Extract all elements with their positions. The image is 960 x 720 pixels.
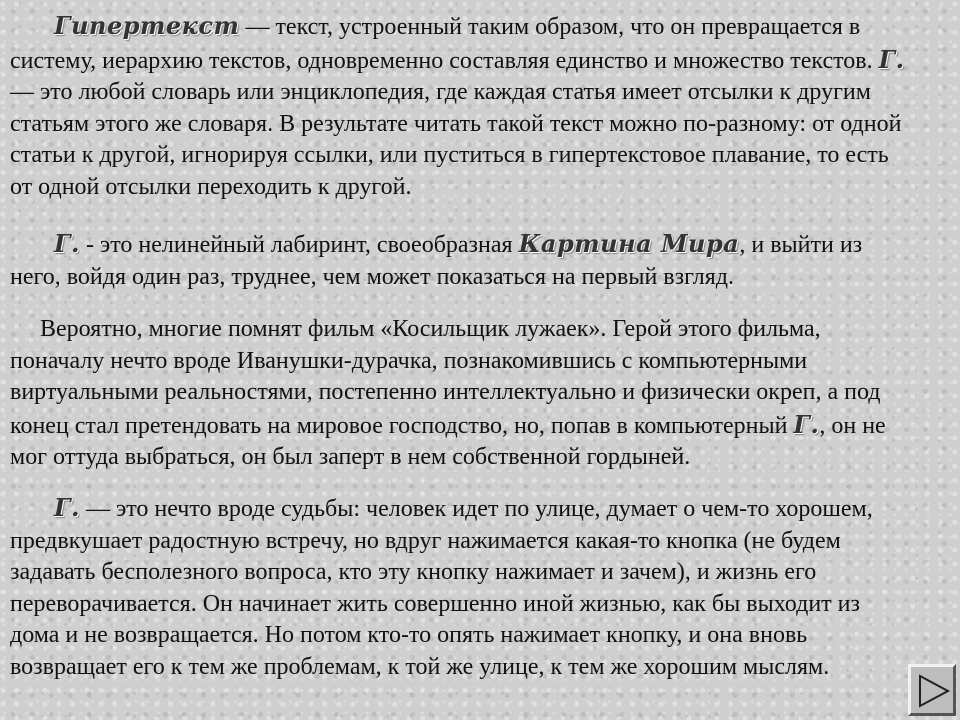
play-triangle-icon bbox=[917, 674, 951, 708]
next-slide-button[interactable] bbox=[908, 664, 956, 716]
paragraph-text: , и выйти из него, войдя один раз, труднее, чем может показаться на первый взгляд. bbox=[10, 232, 863, 290]
paragraph-fate bbox=[10, 492, 910, 683]
paragraph-text: — это любой словарь или энциклопедия, где каждая статья имеет отсылки к другим статьям этого же словаря. В результате читать такой текст можно по-разному: от одной статьи к другой, игнорируя ссылки, или пуститься в гипертекстовое плавание, то есть от одной отсылки переходить к другой. bbox=[10, 79, 902, 200]
paragraph-text: Вероятно, многие помнят фильм «Косильщик лужаек». Герой этого фильма, поначалу нечто вроде Иванушки-дурачка, познакомившись с компьютерными виртуальными реальностями, постепенно интеллектуально и физически окреп, а под конец стал претендовать на мировое господство, но, попав в компьютерный bbox=[10, 316, 881, 439]
term-abbreviation: Г. bbox=[793, 409, 820, 439]
term-abbreviation: Г. bbox=[878, 44, 905, 74]
paragraph-film bbox=[10, 314, 910, 474]
term-world-picture: Картина Мира bbox=[518, 229, 740, 258]
term-abbreviation: Г. bbox=[54, 493, 80, 522]
paragraph-text: — это нечто вроде судьбы: человек идет по улице, думает о чем-то хорошем, предвкушает радостную встречу, но вдруг нажимается какая-то кнопка (не будем задавать бесполезного вопроса, кто эту кнопку нажимает и зачем), и жизнь его переворачивается. Он начинает жить совершенно иной жизнью, как бы выходит из дома и не возвращается. Но потом кто-то опять нажимает кнопку, и она вновь возвращает его к тем же проблемам, к той же улице, к тем же хорошим мыслям. bbox=[10, 496, 873, 680]
paragraph-text: — текст, устроенный таким образом, что он превращается в систему, иерархию текстов, одновременно составляя единство и множество текстов. bbox=[10, 14, 879, 74]
term-abbreviation: Г. bbox=[54, 229, 80, 258]
paragraph-text: - это нелинейный лабиринт, своеобразная bbox=[79, 232, 519, 258]
term-hypertext: Гипертекст bbox=[54, 11, 240, 40]
paragraph-labyrinth bbox=[10, 228, 910, 293]
paragraph-text: , он не мог оттуда выбраться, он был заперт в нем собственной гордыней. bbox=[10, 412, 886, 470]
paragraph-definition bbox=[10, 10, 910, 203]
